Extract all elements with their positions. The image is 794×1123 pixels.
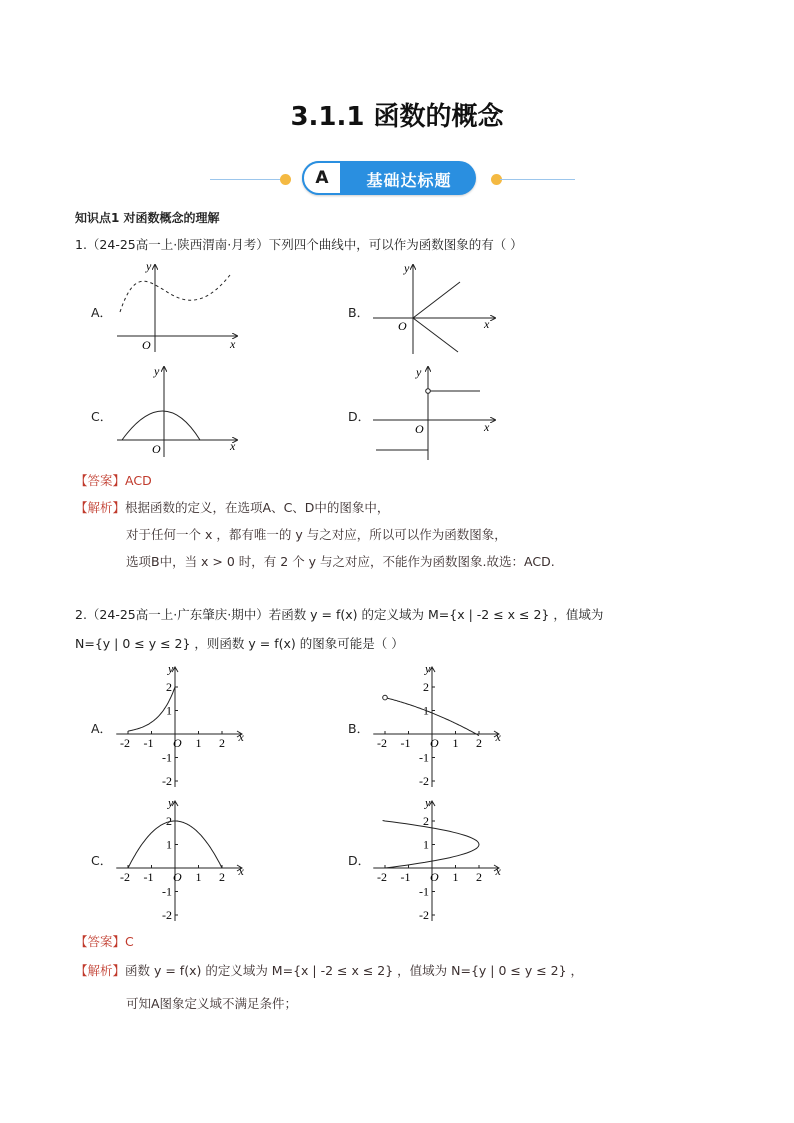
q2-graph-d — [372, 796, 507, 921]
q1-graph-b — [370, 260, 500, 355]
x-tick-label: 2 — [219, 736, 225, 750]
origin-label: O — [430, 736, 439, 750]
x-label: x — [484, 420, 490, 434]
y-axis — [172, 667, 178, 787]
lower-ray — [413, 318, 458, 352]
analysis-text: 函数 y = f(x) 的定义域为 M={x | -2 ≤ x ≤ 2} ，值域为 N={y | 0 ≤ y ≤ 2} ， — [125, 963, 584, 978]
y-tick-label: 2 — [423, 680, 429, 694]
y-tick-label: -2 — [162, 908, 172, 921]
q2-stem-line-2: N={y | 0 ≤ y ≤ 2} ，则函数 y = f(x) 的图象可能是（ ） — [75, 636, 404, 651]
q2-graph-a — [115, 662, 250, 787]
y-label: y — [168, 796, 174, 810]
q1-analysis-line-1 — [75, 500, 389, 516]
analysis-text: 根据函数的定义，在选项A、C、D中的图象中， — [125, 500, 390, 515]
q2-graph-b — [372, 662, 507, 787]
y-tick-label: -1 — [419, 750, 429, 765]
upper-ray — [413, 282, 460, 318]
banner-right-line — [500, 179, 575, 180]
y-tick-label: -2 — [162, 774, 172, 787]
q1-option-b-label: B． — [348, 305, 370, 320]
answer-tag: 【答案】 — [75, 934, 126, 949]
x-label: x — [238, 730, 244, 744]
x-tick-label: -2 — [120, 736, 130, 750]
y-tick-label: -1 — [162, 884, 172, 899]
knowledge-point-heading: 知识点1 对函数概念的理解 — [75, 211, 220, 225]
q1-graph-a — [112, 260, 242, 355]
y-tick-label: -1 — [419, 884, 429, 899]
analysis-tag: 【解析】 — [75, 500, 126, 515]
curve — [383, 821, 479, 869]
x-label: x — [230, 439, 236, 453]
origin-label: O — [430, 870, 439, 884]
y-tick-label: 2 — [423, 814, 429, 828]
x-tick-label: -1 — [143, 870, 154, 884]
banner-letter: A — [302, 161, 342, 195]
q2-option-b-label: B． — [348, 721, 370, 736]
y-label: y — [416, 365, 422, 379]
answer-value: C — [125, 934, 134, 949]
q1-graph-d — [370, 362, 500, 462]
x-tick-label: 1 — [195, 870, 202, 884]
y-tick-label: -1 — [162, 750, 172, 765]
q2-answer — [75, 934, 134, 950]
x-tick-label: -1 — [143, 736, 154, 750]
x-tick-label: 1 — [452, 736, 459, 750]
x-label: x — [238, 864, 244, 878]
y-label: y — [154, 364, 160, 378]
curve — [120, 275, 230, 312]
x-label: x — [484, 317, 490, 331]
origin-label: O — [173, 736, 182, 750]
origin-label: O — [398, 319, 407, 333]
x-tick-label: 1 — [452, 870, 459, 884]
q2-option-a-label: A． — [91, 721, 113, 736]
q2-analysis-line-2: 可知A图象定义域不满足条件； — [126, 996, 298, 1011]
y-tick-label: 1 — [166, 703, 172, 718]
q1-stem: 1.（24-25高一上·陕西渭南·月考）下列四个曲线中，可以作为函数图象的有（ ） — [75, 237, 523, 252]
section-banner — [0, 160, 794, 196]
page-title: 3.1.1 函数的概念 — [290, 102, 504, 132]
x-tick-label: -2 — [120, 870, 130, 884]
q2-option-c-label: C． — [91, 853, 113, 868]
x-tick-label: 1 — [195, 736, 202, 750]
y-label: y — [404, 261, 410, 275]
y-tick-label: 1 — [423, 837, 429, 852]
y-tick-label: -2 — [419, 774, 429, 787]
y-tick-label: 2 — [166, 680, 172, 694]
q1-option-c-label: C． — [91, 409, 113, 424]
q1-analysis-line-3: 选项B中，当 x > 0 时，有 2 个 y 与之对应，不能作为函数图象.故选：ACD. — [126, 554, 555, 569]
banner-left-dot — [280, 174, 291, 185]
open-point — [426, 389, 431, 394]
x-tick-label: 2 — [476, 870, 482, 884]
q2-analysis-line-1 — [75, 963, 583, 979]
x-label: x — [495, 730, 501, 744]
q1-answer — [75, 473, 152, 489]
x-tick-label: 2 — [476, 736, 482, 750]
y-tick-label: -2 — [419, 908, 429, 921]
y-axis — [172, 801, 178, 921]
origin-label: O — [415, 422, 424, 436]
y-axis — [429, 667, 435, 787]
q1-option-d-label: D． — [348, 409, 371, 424]
q2-graph-c — [115, 796, 250, 921]
origin-label: O — [152, 442, 161, 456]
y-label: y — [425, 662, 431, 676]
answer-tag: 【答案】 — [75, 473, 126, 488]
analysis-tag: 【解析】 — [75, 963, 126, 978]
q2-option-d-label: D． — [348, 853, 371, 868]
y-tick-label: 1 — [423, 703, 429, 718]
origin-label: O — [142, 338, 151, 352]
banner-left-line — [210, 179, 285, 180]
answer-value: ACD — [125, 473, 152, 488]
open-point — [383, 695, 388, 700]
q1-graph-c — [112, 362, 242, 457]
x-label: x — [230, 337, 236, 351]
q2-stem-line-1: 2.（24-25高一上·广东肇庆·期中）若函数 y = f(x) 的定义域为 M={x | -2 ≤ x ≤ 2} ，值域为 — [75, 607, 604, 622]
y-label: y — [146, 260, 152, 273]
parabola — [122, 411, 200, 440]
x-tick-label: -2 — [377, 870, 387, 884]
x-tick-label: 2 — [219, 870, 225, 884]
q1-analysis-line-2: 对于任何一个 x ，都有唯一的 y 与之对应，所以可以作为函数图象， — [126, 527, 507, 542]
x-tick-label: -2 — [377, 736, 387, 750]
q1-option-a-label: A． — [91, 305, 113, 320]
x-tick-label: -1 — [400, 870, 411, 884]
y-label: y — [168, 662, 174, 676]
origin-label: O — [173, 870, 182, 884]
banner-label: 基础达标题 — [366, 171, 452, 190]
y-label: y — [425, 796, 431, 810]
y-tick-label: 1 — [166, 837, 172, 852]
y-tick-label: 2 — [166, 814, 172, 828]
x-tick-label: -1 — [400, 736, 411, 750]
x-label: x — [495, 864, 501, 878]
